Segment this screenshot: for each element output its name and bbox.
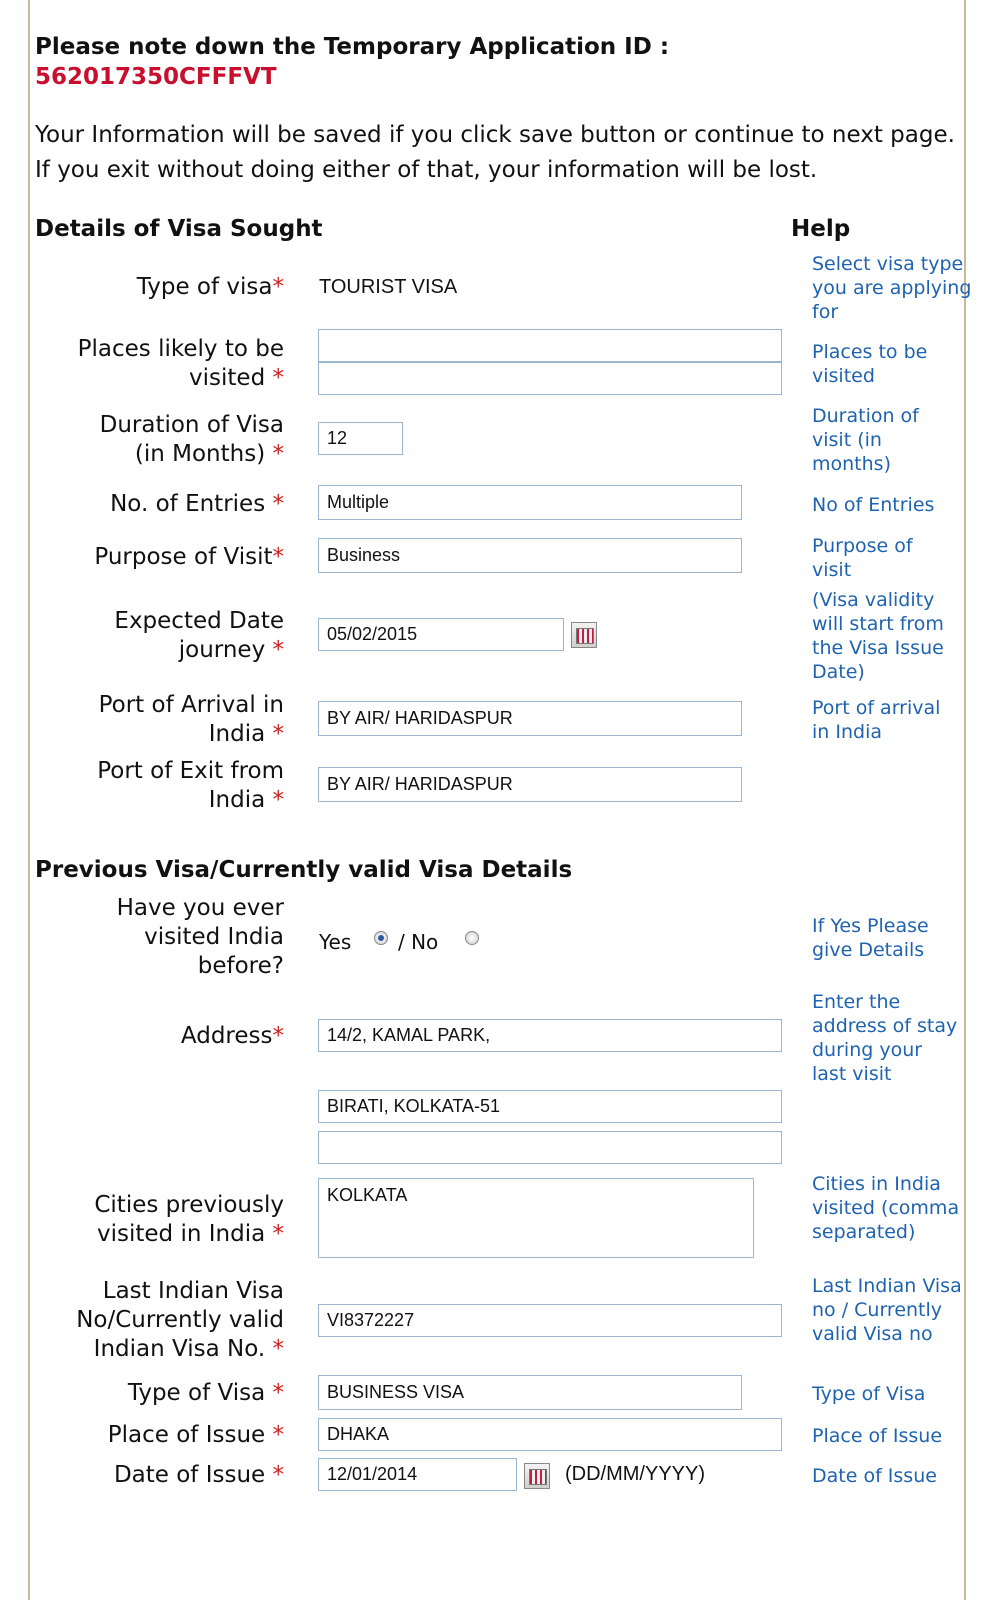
help-purpose: Purpose of visit <box>812 535 913 581</box>
prev-type-of-visa-label: Type of Visa * <box>127 1380 284 1406</box>
cities-label: Cities previously visited in India * <box>94 1192 284 1247</box>
address-line-1[interactable]: 14/2, KAMAL PARK, <box>318 1019 782 1052</box>
entries-select[interactable]: Multiple <box>318 485 742 520</box>
places-input-1[interactable] <box>318 329 782 362</box>
port-exit-select[interactable]: BY AIR/ HARIDASPUR <box>318 767 742 802</box>
address-line-3[interactable] <box>318 1131 782 1164</box>
journey-date-input[interactable]: 05/02/2015 <box>318 618 564 651</box>
help-heading: Help <box>791 216 851 242</box>
previous-visa-section-title: Previous Visa/Currently valid Visa Details <box>35 857 573 883</box>
port-exit-label: Port of Exit from India * <box>97 758 284 813</box>
help-date-of-issue: Date of Issue <box>812 1465 937 1487</box>
temp-id-notice: Please note down the Temporary Application ID : <box>35 34 670 60</box>
visited-before-label: Have you ever visited India before? <box>116 895 284 979</box>
last-visa-input[interactable]: VI8372227 <box>318 1304 782 1337</box>
port-arrival-label: Port of Arrival in India * <box>98 692 284 747</box>
help-entries: No of Entries <box>812 494 935 516</box>
duration-input[interactable]: 12 <box>318 422 403 455</box>
help-duration: Duration of visit (in months) <box>812 405 919 475</box>
calendar-icon[interactable] <box>571 622 597 648</box>
port-arrival-select[interactable]: BY AIR/ HARIDASPUR <box>318 701 742 736</box>
date-format-hint: (DD/MM/YYYY) <box>565 1463 705 1485</box>
save-info-text: Your Information will be saved if you click save button or continue to next page. If you exit without doing either of that, your information will be lost. <box>35 122 955 183</box>
last-visa-label: Last Indian Visa No/Currently valid Indian Visa No. * <box>76 1278 284 1362</box>
type-of-visa-label: Type of visa* <box>136 274 284 300</box>
calendar-icon[interactable] <box>524 1463 550 1489</box>
visa-section-title: Details of Visa Sought <box>35 216 323 242</box>
places-label: Places likely to be visited * <box>77 336 284 391</box>
place-of-issue-input[interactable]: DHAKA <box>318 1418 782 1451</box>
visited-no-label: / No <box>398 930 439 954</box>
help-cities: Cities in India visited (comma separated) <box>812 1173 960 1243</box>
journey-date-label: Expected Date journey * <box>114 608 284 663</box>
duration-label: Duration of Visa (in Months) * <box>99 412 284 467</box>
date-of-issue-input[interactable]: 12/01/2014 <box>318 1458 517 1491</box>
visited-yes-radio[interactable] <box>374 931 388 945</box>
help-port-arrival: Port of arrival in India <box>812 697 941 743</box>
type-of-visa-value: TOURIST VISA <box>319 276 458 298</box>
address-line-2[interactable]: BIRATI, KOLKATA-51 <box>318 1090 782 1123</box>
places-input-2[interactable] <box>318 362 782 395</box>
help-prev-type-of-visa: Type of Visa <box>812 1383 926 1405</box>
help-address: Enter the address of stay during your last visit <box>812 991 958 1085</box>
cities-textarea[interactable]: KOLKATA <box>318 1178 754 1258</box>
visited-no-radio[interactable] <box>465 931 479 945</box>
help-place-of-issue: Place of Issue <box>812 1425 943 1447</box>
help-places: Places to be visited <box>812 341 928 387</box>
help-visited-before: If Yes Please give Details <box>812 915 929 961</box>
visited-yes-label: Yes <box>319 930 352 954</box>
application-id: 562017350CFFFVT <box>35 64 277 90</box>
date-of-issue-label: Date of Issue * <box>113 1462 284 1488</box>
address-label: Address* <box>180 1023 284 1049</box>
purpose-label: Purpose of Visit* <box>94 544 284 570</box>
help-type-of-visa: Select visa type you are applying for <box>812 253 972 323</box>
help-journey-date: (Visa validity will start from the Visa Issue Date) <box>812 589 944 683</box>
help-last-visa: Last Indian Visa no / Currently valid Visa no <box>812 1275 962 1345</box>
purpose-select[interactable]: Business <box>318 538 742 573</box>
entries-label: No. of Entries * <box>110 491 284 517</box>
place-of-issue-label: Place of Issue * <box>107 1422 284 1448</box>
prev-type-of-visa-select[interactable]: BUSINESS VISA <box>318 1375 742 1410</box>
